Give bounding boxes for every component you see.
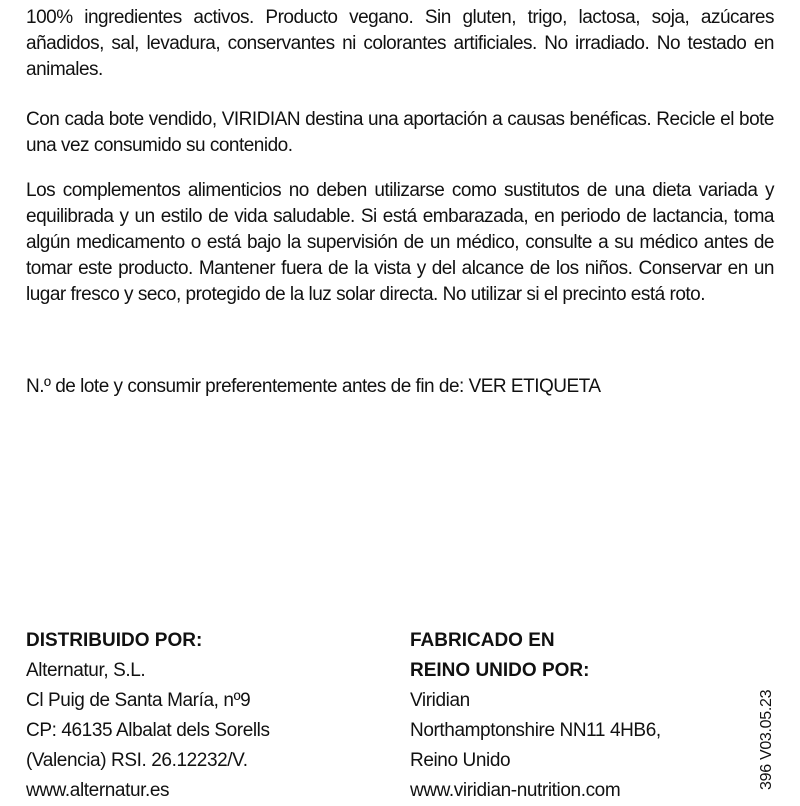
lot-expiry-notice: N.º de lote y consumir preferentemente antes de fin de: VER ETIQUETA [26,376,601,397]
distributor-website: www.alternatur.es [26,780,170,801]
manufacturer-country: Reino Unido [410,750,511,771]
distributor-postal-code: CP: 46135 Albalat dels Sorells [26,720,270,741]
label-version-code: 396 V03.05.23 [758,689,775,790]
distributor-heading: DISTRIBUIDO POR: [26,630,203,651]
distributor-street: Cl Puig de Santa María, nº9 [26,690,251,711]
manufacturer-block [410,626,740,806]
manufacturer-heading-line2: REINO UNIDO POR: [410,660,590,681]
warnings-paragraph: Los complementos alimenticios no deben utilizarse como sustitutos de una dieta variada y equilibrada y un estilo de vida saludable. Si está embarazada, en periodo de lactancia, toma algún medicamento o está bajo la supervisión de un médico, consulte a su médico antes de tomar este producto. Mantener fuera de la vista y del alcance de los niños. Conservar en un lugar fresco y seco, protegido de la luz solar directa. No utilizar si el precinto está roto. [26,180,774,305]
distributor-region-registry: (Valencia) RSI. 26.12232/V. [26,750,248,771]
distributor-block [26,626,386,806]
charity-paragraph: Con cada bote vendido, VIRIDIAN destina una aportación a causas benéficas. Recicle el bote una vez consumido su contenido. [26,109,774,156]
ingredients-paragraph: 100% ingredientes activos. Producto vegano. Sin gluten, trigo, lactosa, soja, azúcares añadidos, sal, levadura, conservantes ni colorantes artificiales. No irradiado. No testado en animales. [26,7,774,80]
distributor-company: Alternatur, S.L. [26,660,146,681]
manufacturer-heading-line1: FABRICADO EN [410,630,555,651]
manufacturer-company: Viridian [410,690,470,711]
manufacturer-address: Northamptonshire NN11 4HB6, [410,720,661,741]
manufacturer-website: www.viridian-nutrition.com [410,780,621,801]
